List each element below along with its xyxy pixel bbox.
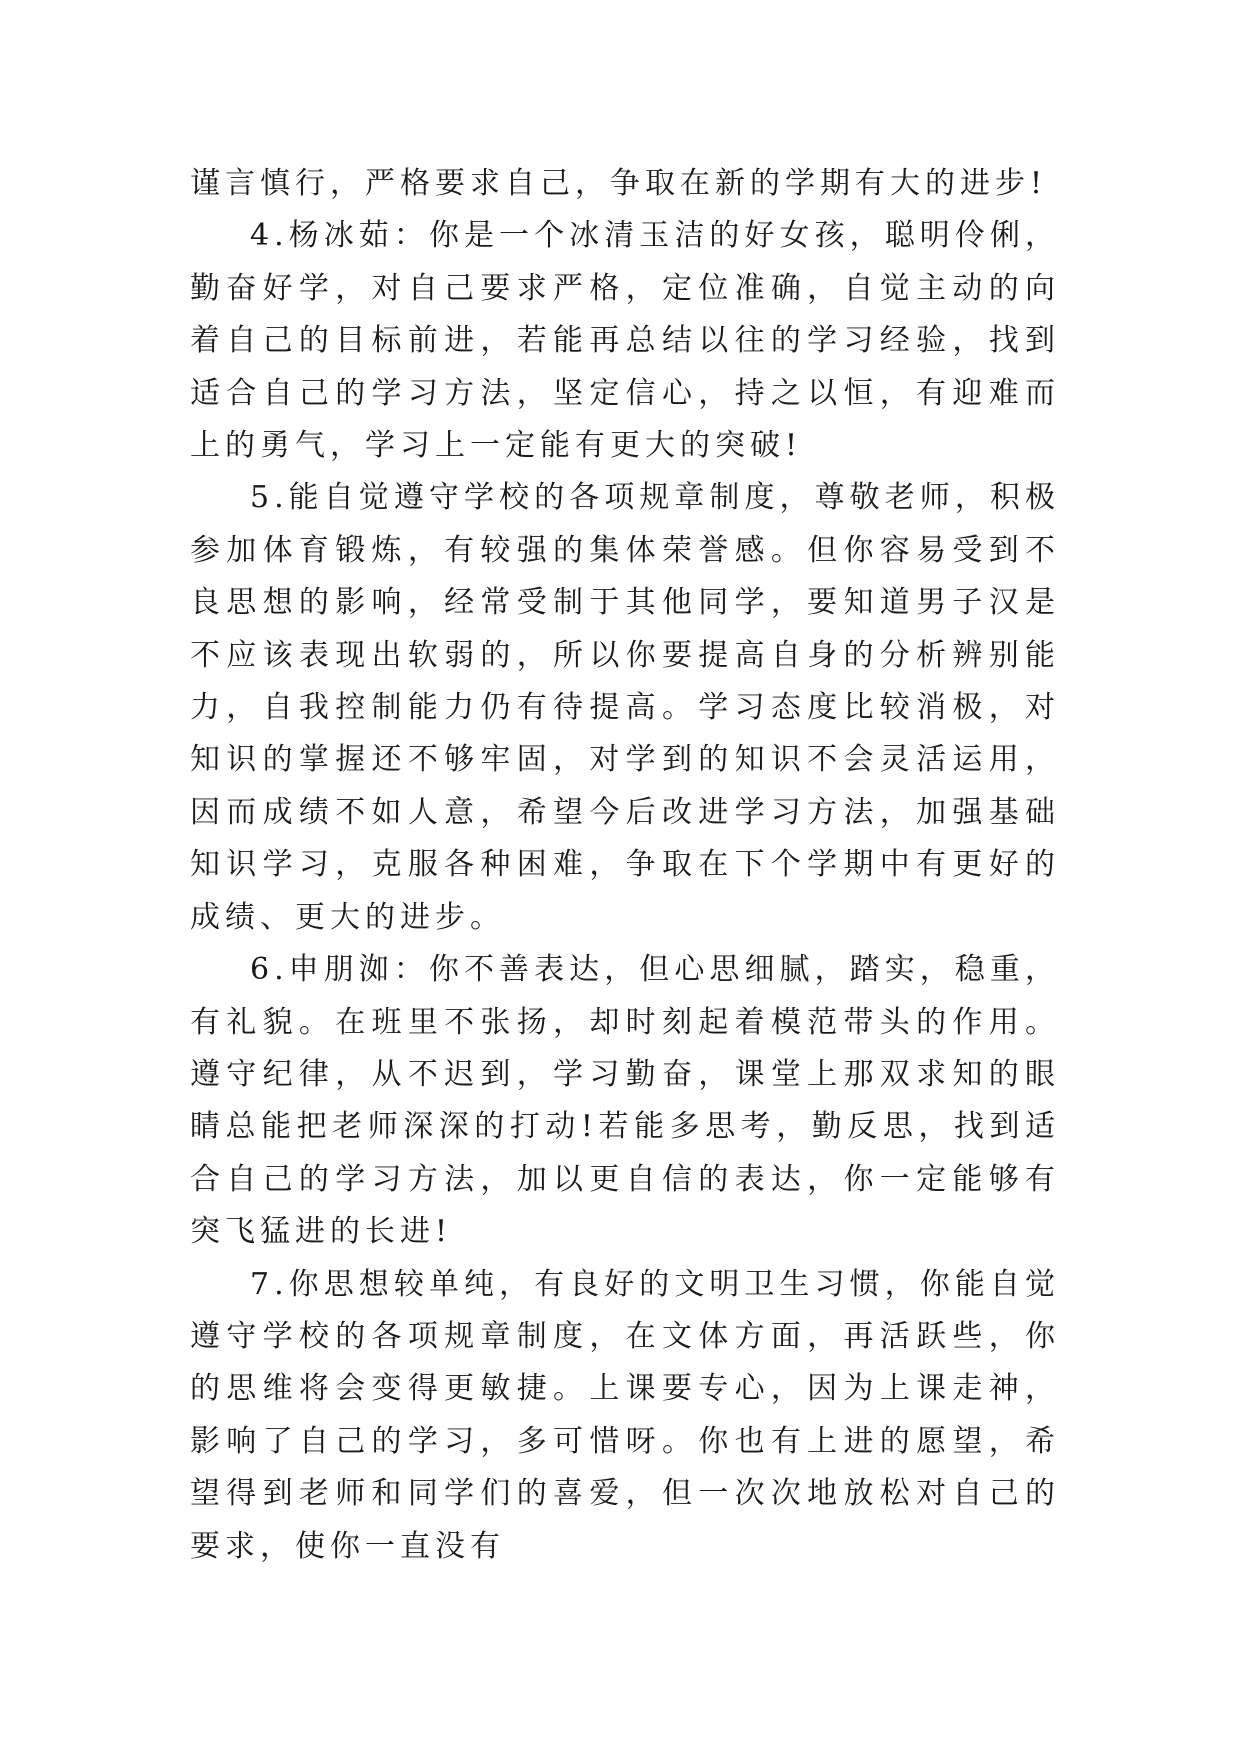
paragraph-comment-4: 4.杨冰茹：你是一个冰清玉洁的好女孩，聪明伶俐，勤奋好学，对自己要求严格，定位准确，自觉主动的向着自己的目标前进，若能再总结以往的学习经验，找到适合自己的学习方法，坚定信心，持之以恒，有迎难而上的勇气，学习上一定能有更大的突破! — [190, 218, 1060, 464]
paragraph-continuation: 谨言慎行，严格要求自己，争取在新的学期有大的进步! — [190, 166, 1048, 201]
paragraph-comment-5: 5.能自觉遵守学校的各项规章制度，尊敬老师，积极参加体育锻炼，有较强的集体荣誉感。但你容易受到不良思想的影响，经常受制于其他同学，要知道男子汉是不应该表现出软弱的，所以你要提高自身的分析辨别能力，自我控制能力仍有待提高。学习态度比较消极，对知识的掌握还不够牢固，对学到的知识不会灵活运用，因而成绩不如人意，希望今后改进学习方法，加强基础知识学习，克服各种困难，争取在下个学期中有更好的成绩、更大的进步。 — [190, 480, 1060, 935]
paragraph-comment-7: 7.你思想较单纯，有良好的文明卫生习惯，你能自觉遵守学校的各项规章制度，在文体方面，再活跃些，你的思维将会变得更敏捷。上课要专心，因为上课走神，影响了自己的学习，多可惜呀。你也有上进的愿望，希望得到老师和同学们的喜爱，但一次次地放松对自己的要求，使你一直没有 — [190, 1266, 1060, 1564]
document-body — [190, 158, 1060, 1573]
paragraph-comment-6: 6.申朋洳：你不善表达，但心思细腻，踏实，稳重，有礼貌。在班里不张扬，却时刻起着模范带头的作用。遵守纪律，从不迟到，学习勤奋，课堂上那双求知的眼睛总能把老师深深的打动!若能多思考，勤反思，找到适合自己的学习方法，加以更自信的表达，你一定能够有突飞猛进的长进! — [190, 952, 1060, 1250]
